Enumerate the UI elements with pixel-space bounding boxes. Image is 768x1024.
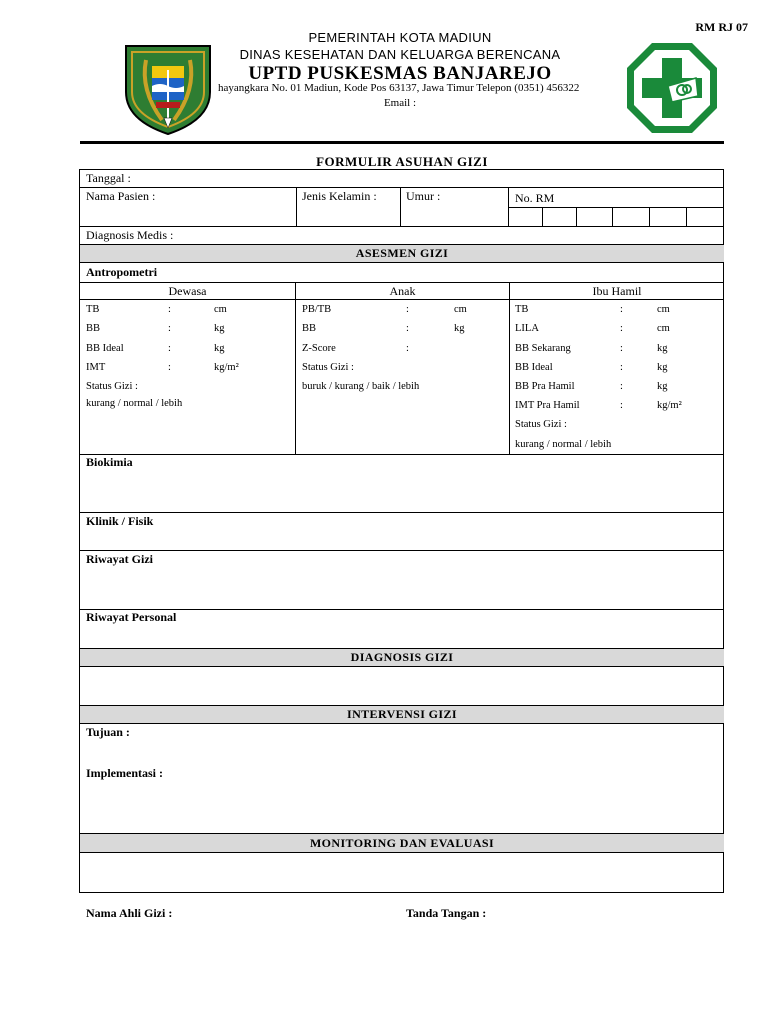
- ibu-hamil-status-label: Status Gizi :: [515, 419, 567, 430]
- ibu-hamil-row-label: LILA: [515, 323, 539, 334]
- dewasa-row-unit: kg: [214, 323, 225, 334]
- anak-row-sep: :: [406, 304, 409, 315]
- row-divider: [80, 226, 724, 227]
- ibu-hamil-row-label: IMT Pra Hamil: [515, 400, 580, 411]
- implementasi-label: Implementasi :: [86, 766, 163, 780]
- puskesmas-logo: [624, 40, 720, 136]
- ibu-hamil-row-unit: kg: [657, 343, 668, 354]
- riwayat-gizi-label: Riwayat Gizi: [86, 552, 153, 566]
- biokimia-label: Biokimia: [86, 455, 133, 469]
- row-divider: [80, 187, 724, 188]
- ibu-hamil-row-sep: :: [620, 362, 623, 373]
- dewasa-row-unit: kg: [214, 343, 225, 354]
- header-email: Email :: [383, 97, 417, 109]
- col-divider: [400, 187, 401, 226]
- dewasa-row-unit: cm: [214, 304, 227, 315]
- anak-header: Anak: [389, 284, 416, 298]
- header-divider: [80, 141, 724, 144]
- ibu-hamil-status-options: kurang / normal / lebih: [515, 439, 612, 450]
- rm-box-line: [649, 207, 650, 226]
- ibu-hamil-row-sep: :: [620, 400, 623, 411]
- rm-box-line: [508, 207, 724, 208]
- tanggal-label: Tanggal :: [86, 171, 131, 185]
- dewasa-row-label: BB: [86, 323, 101, 334]
- form-title: FORMULIR ASUHAN GIZI: [316, 154, 488, 169]
- header-government: PEMERINTAH KOTA MADIUN: [308, 30, 492, 45]
- jenis-kelamin-label: Jenis Kelamin :: [302, 189, 377, 203]
- ibu-hamil-row-sep: :: [620, 304, 623, 315]
- tujuan-label: Tujuan :: [86, 725, 130, 739]
- no-rm-label: No. RM: [515, 191, 555, 205]
- klinik-fisik-label: Klinik / Fisik: [86, 514, 154, 528]
- header-institution: UPTD PUSKESMAS BANJAREJO: [248, 63, 552, 84]
- header-address: hayangkara No. 01 Madiun, Kode Pos 63137, Jawa Timur Telepon (0351) 456322: [218, 82, 580, 94]
- section-monitoring-evaluasi: MONITORING DAN EVALUASI: [80, 833, 724, 853]
- section-intervensi-gizi: INTERVENSI GIZI: [80, 705, 724, 724]
- dewasa-row-sep: :: [168, 323, 171, 334]
- dewasa-row-sep: :: [168, 362, 171, 373]
- section-diagnosis-gizi: DIAGNOSIS GIZI: [80, 648, 724, 667]
- rm-box-line: [576, 207, 577, 226]
- col-divider: [509, 282, 510, 454]
- anak-status-options: buruk / kurang / baik / lebih: [302, 381, 420, 392]
- dewasa-row-unit: kg/m²: [214, 362, 239, 373]
- anak-row-unit: kg: [454, 323, 465, 334]
- anak-row-label: BB: [302, 323, 317, 334]
- header-department: DINAS KESEHATAN DAN KELUARGA BERENCANA: [239, 47, 561, 62]
- anak-row-unit: cm: [454, 304, 467, 315]
- row-divider: [80, 609, 724, 610]
- riwayat-personal-label: Riwayat Personal: [86, 610, 177, 624]
- row-divider: [80, 454, 724, 455]
- rm-box-line: [612, 207, 613, 226]
- nama-pasien-label: Nama Pasien :: [86, 189, 156, 203]
- tanda-tangan-label: Tanda Tangan :: [406, 906, 487, 920]
- ibu-hamil-row-unit: cm: [657, 323, 670, 334]
- ibu-hamil-row-unit: cm: [657, 304, 670, 315]
- form-frame: [79, 169, 724, 893]
- row-divider: [80, 512, 724, 513]
- anak-status-label: Status Gizi :: [302, 362, 354, 373]
- row-divider: [80, 550, 724, 551]
- anak-row-label: PB/TB: [302, 304, 332, 315]
- section-asesmen-gizi: ASESMEN GIZI: [80, 244, 724, 263]
- rm-box-line: [542, 207, 543, 226]
- ibu-hamil-header: Ibu Hamil: [592, 284, 642, 298]
- dewasa-row-label: IMT: [86, 362, 106, 373]
- ibu-hamil-row-sep: :: [620, 381, 623, 392]
- diagnosis-medis-label: Diagnosis Medis :: [86, 228, 174, 242]
- ibu-hamil-row-unit: kg: [657, 362, 668, 373]
- dewasa-row-sep: :: [168, 343, 171, 354]
- nama-ahli-gizi-label: Nama Ahli Gizi :: [86, 906, 173, 920]
- dewasa-row-label: BB Ideal: [86, 343, 124, 354]
- ibu-hamil-row-label: BB Pra Hamil: [515, 381, 575, 392]
- row-divider: [80, 299, 724, 300]
- ibu-hamil-row-unit: kg/m²: [657, 400, 682, 411]
- ibu-hamil-row-unit: kg: [657, 381, 668, 392]
- dewasa-status-label: Status Gizi :: [86, 381, 138, 392]
- antropometri-label: Antropometri: [86, 265, 158, 279]
- dewasa-status-options: kurang / normal / lebih: [86, 398, 183, 409]
- rm-box-line: [686, 207, 687, 226]
- umur-label: Umur :: [406, 189, 441, 203]
- anak-row-sep: :: [406, 343, 409, 354]
- dewasa-row-label: TB: [86, 304, 100, 315]
- ibu-hamil-row-label: TB: [515, 304, 529, 315]
- anak-row-label: Z-Score: [302, 343, 336, 354]
- row-divider: [80, 282, 724, 283]
- col-divider: [296, 187, 297, 226]
- ibu-hamil-row-label: BB Sekarang: [515, 343, 571, 354]
- ibu-hamil-row-sep: :: [620, 323, 623, 334]
- document-code: RM RJ 07: [695, 20, 748, 34]
- ibu-hamil-row-label: BB Ideal: [515, 362, 553, 373]
- col-divider: [295, 282, 296, 454]
- dewasa-row-sep: :: [168, 304, 171, 315]
- dewasa-header: Dewasa: [168, 284, 207, 298]
- anak-row-sep: :: [406, 323, 409, 334]
- ibu-hamil-row-sep: :: [620, 343, 623, 354]
